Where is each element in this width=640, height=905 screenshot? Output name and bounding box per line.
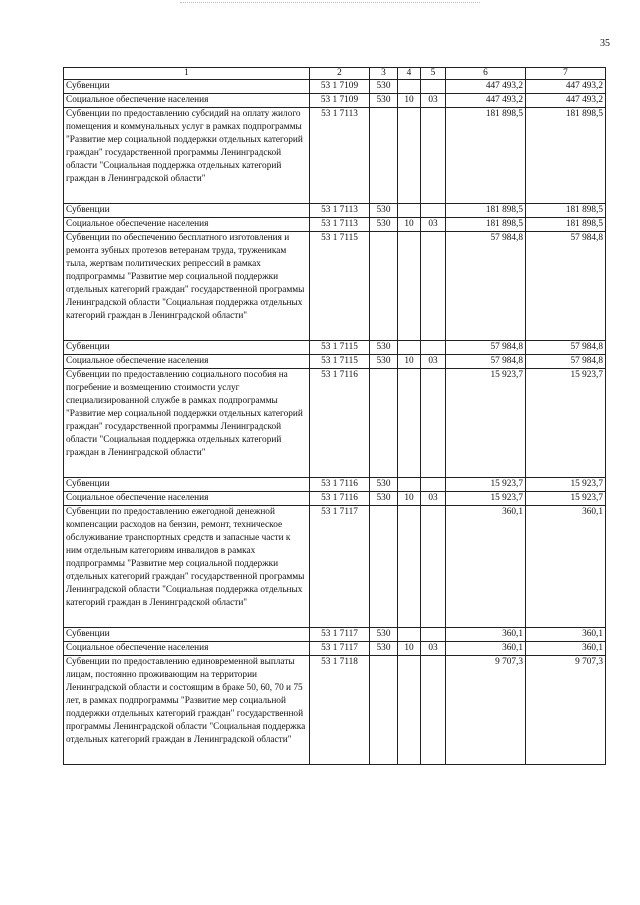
header-col-6: 6 (446, 68, 526, 80)
row-col-4 (398, 506, 421, 628)
row-code: 53 1 7117 (310, 642, 370, 656)
table-row (64, 94, 606, 108)
row-col-6: 181 898,5 (446, 218, 526, 232)
row-col-7: 57 984,8 (526, 341, 606, 355)
row-name: Субвенции (64, 478, 310, 492)
row-col-3: 530 (370, 478, 398, 492)
row-col-6: 360,1 (446, 506, 526, 628)
row-col-3: 530 (370, 80, 398, 94)
header-col-7: 7 (526, 68, 606, 80)
row-col-4 (398, 369, 421, 478)
row-col-7: 9 707,3 (526, 656, 606, 765)
row-name: Субвенции по предоставлению субсидий на оплату жилого помещения и коммунальных услуг в рамках подпрограммы "Развитие мер социальной поддержки отдельных категорий граждан" государственной программы Ленинградской области "Социальная поддержка отдельных категорий граждан в Ленинградской области" (64, 108, 310, 204)
row-name: Социальное обеспечение населения (64, 642, 310, 656)
table-row (64, 355, 606, 369)
row-col-7: 447 493,2 (526, 80, 606, 94)
row-col-4 (398, 108, 421, 204)
row-col-5 (421, 656, 446, 765)
row-col-4 (398, 341, 421, 355)
row-col-6: 447 493,2 (446, 94, 526, 108)
row-col-7: 360,1 (526, 628, 606, 642)
row-col-5: 03 (421, 642, 446, 656)
row-name: Субвенции (64, 80, 310, 94)
row-col-3 (370, 656, 398, 765)
row-col-5 (421, 628, 446, 642)
row-col-5 (421, 341, 446, 355)
row-col-5: 03 (421, 355, 446, 369)
row-col-4: 10 (398, 94, 421, 108)
row-name: Субвенции по предоставлению ежегодной денежной компенсации расходов на бензин, ремонт, техническое обслуживание транспортных средств и запасные части к ним отдельным категориям инвалидов в рамках подпрограммы "Развитие мер социальной поддержки отдельных категорий граждан" государственной программы Ленинградской области "Социальная поддержка отдельных категорий граждан в Ленинградской области" (64, 506, 310, 628)
header-col-3: 3 (370, 68, 398, 80)
row-code: 53 1 7117 (310, 628, 370, 642)
table-row (64, 642, 606, 656)
table-row (64, 80, 606, 94)
row-col-7: 15 923,7 (526, 478, 606, 492)
row-name: Субвенции (64, 341, 310, 355)
row-name: Социальное обеспечение населения (64, 355, 310, 369)
row-col-6: 15 923,7 (446, 478, 526, 492)
row-name: Социальное обеспечение населения (64, 94, 310, 108)
table-row (64, 204, 606, 218)
row-col-3 (370, 369, 398, 478)
row-code: 53 1 7115 (310, 341, 370, 355)
table-row (64, 628, 606, 642)
row-col-4: 10 (398, 642, 421, 656)
table-row (64, 369, 606, 478)
row-col-7: 181 898,5 (526, 218, 606, 232)
row-col-6: 57 984,8 (446, 341, 526, 355)
row-col-3 (370, 506, 398, 628)
table-row (64, 506, 606, 628)
row-col-4: 10 (398, 218, 421, 232)
row-col-3: 530 (370, 218, 398, 232)
row-col-5 (421, 108, 446, 204)
row-col-5 (421, 204, 446, 218)
row-code: 53 1 7117 (310, 506, 370, 628)
row-col-5 (421, 506, 446, 628)
row-col-6: 181 898,5 (446, 204, 526, 218)
row-col-7: 447 493,2 (526, 94, 606, 108)
row-col-6: 57 984,8 (446, 232, 526, 341)
row-col-3: 530 (370, 341, 398, 355)
row-col-4 (398, 204, 421, 218)
row-col-3: 530 (370, 628, 398, 642)
row-col-4 (398, 628, 421, 642)
row-name: Социальное обеспечение населения (64, 218, 310, 232)
row-col-6: 57 984,8 (446, 355, 526, 369)
row-col-7: 360,1 (526, 642, 606, 656)
table-row (64, 341, 606, 355)
row-col-3: 530 (370, 642, 398, 656)
row-col-5 (421, 80, 446, 94)
row-col-7: 15 923,7 (526, 492, 606, 506)
row-name: Социальное обеспечение населения (64, 492, 310, 506)
row-col-4: 10 (398, 355, 421, 369)
table-row (64, 478, 606, 492)
row-code: 53 1 7113 (310, 108, 370, 204)
row-col-5 (421, 369, 446, 478)
header-col-4: 4 (398, 68, 421, 80)
row-name: Субвенции (64, 628, 310, 642)
row-col-6: 360,1 (446, 628, 526, 642)
row-code: 53 1 7113 (310, 218, 370, 232)
row-col-4 (398, 80, 421, 94)
row-col-6: 15 923,7 (446, 492, 526, 506)
row-code: 53 1 7116 (310, 478, 370, 492)
row-name: Субвенции по обеспечению бесплатного изготовления и ремонта зубных протезов ветеранам труда, труженикам тыла, жертвам политических репрессий в рамках подпрограммы "Развитие мер социальной поддержки отдельных категорий граждан" государственной программы Ленинградской области "Социальная поддержка отдельных категорий граждан в Ленинградской области" (64, 232, 310, 341)
header-col-1: 1 (64, 68, 310, 80)
row-col-6: 181 898,5 (446, 108, 526, 204)
row-col-6: 15 923,7 (446, 369, 526, 478)
row-col-7: 360,1 (526, 506, 606, 628)
header-row (64, 68, 606, 80)
row-name: Субвенции (64, 204, 310, 218)
table-row (64, 656, 606, 765)
row-col-5: 03 (421, 492, 446, 506)
row-col-7: 181 898,5 (526, 108, 606, 204)
row-name: Субвенции по предоставлению социального пособия на погребение и возмещению стоимости услуг специализированной службе в рамках подпрограммы "Развитие мер социальной поддержки отдельных категорий граждан" государственной программы Ленинградской области "Социальная поддержка отдельных категорий граждан в Ленинградской области" (64, 369, 310, 478)
budget-table (63, 67, 606, 765)
row-col-3: 530 (370, 204, 398, 218)
row-code: 53 1 7113 (310, 204, 370, 218)
row-code: 53 1 7109 (310, 80, 370, 94)
row-col-3 (370, 232, 398, 341)
row-col-5 (421, 478, 446, 492)
row-code: 53 1 7109 (310, 94, 370, 108)
table-row (64, 108, 606, 204)
table-row (64, 232, 606, 341)
row-code: 53 1 7115 (310, 232, 370, 341)
row-code: 53 1 7116 (310, 492, 370, 506)
header-col-5: 5 (421, 68, 446, 80)
row-col-5 (421, 232, 446, 341)
page-number: 35 (600, 38, 610, 49)
row-col-5: 03 (421, 94, 446, 108)
row-col-3 (370, 108, 398, 204)
row-col-7: 57 984,8 (526, 232, 606, 341)
row-code: 53 1 7118 (310, 656, 370, 765)
row-col-6: 447 493,2 (446, 80, 526, 94)
table-row (64, 492, 606, 506)
row-col-3: 530 (370, 355, 398, 369)
row-code: 53 1 7116 (310, 369, 370, 478)
row-col-4 (398, 478, 421, 492)
row-col-3: 530 (370, 492, 398, 506)
row-col-6: 360,1 (446, 642, 526, 656)
row-col-4 (398, 232, 421, 341)
row-col-4 (398, 656, 421, 765)
row-col-7: 15 923,7 (526, 369, 606, 478)
row-col-7: 181 898,5 (526, 204, 606, 218)
row-col-5: 03 (421, 218, 446, 232)
header-col-2: 2 (310, 68, 370, 80)
row-code: 53 1 7115 (310, 355, 370, 369)
scan-artifact-line (180, 2, 480, 4)
table-row (64, 218, 606, 232)
row-col-7: 57 984,8 (526, 355, 606, 369)
row-col-4: 10 (398, 492, 421, 506)
row-name: Субвенции по предоставлению единовременной выплаты лицам, постоянно проживающим на территории Ленинградской области и состоящим в браке 50, 60, 70 и 75 лет, в рамках подпрограммы "Развитие мер социальной поддержки отдельных категорий граждан" государственной программы Ленинградской области "Социальная поддержка отдельных категорий граждан в Ленинградской области" (64, 656, 310, 765)
row-col-6: 9 707,3 (446, 656, 526, 765)
row-col-3: 530 (370, 94, 398, 108)
